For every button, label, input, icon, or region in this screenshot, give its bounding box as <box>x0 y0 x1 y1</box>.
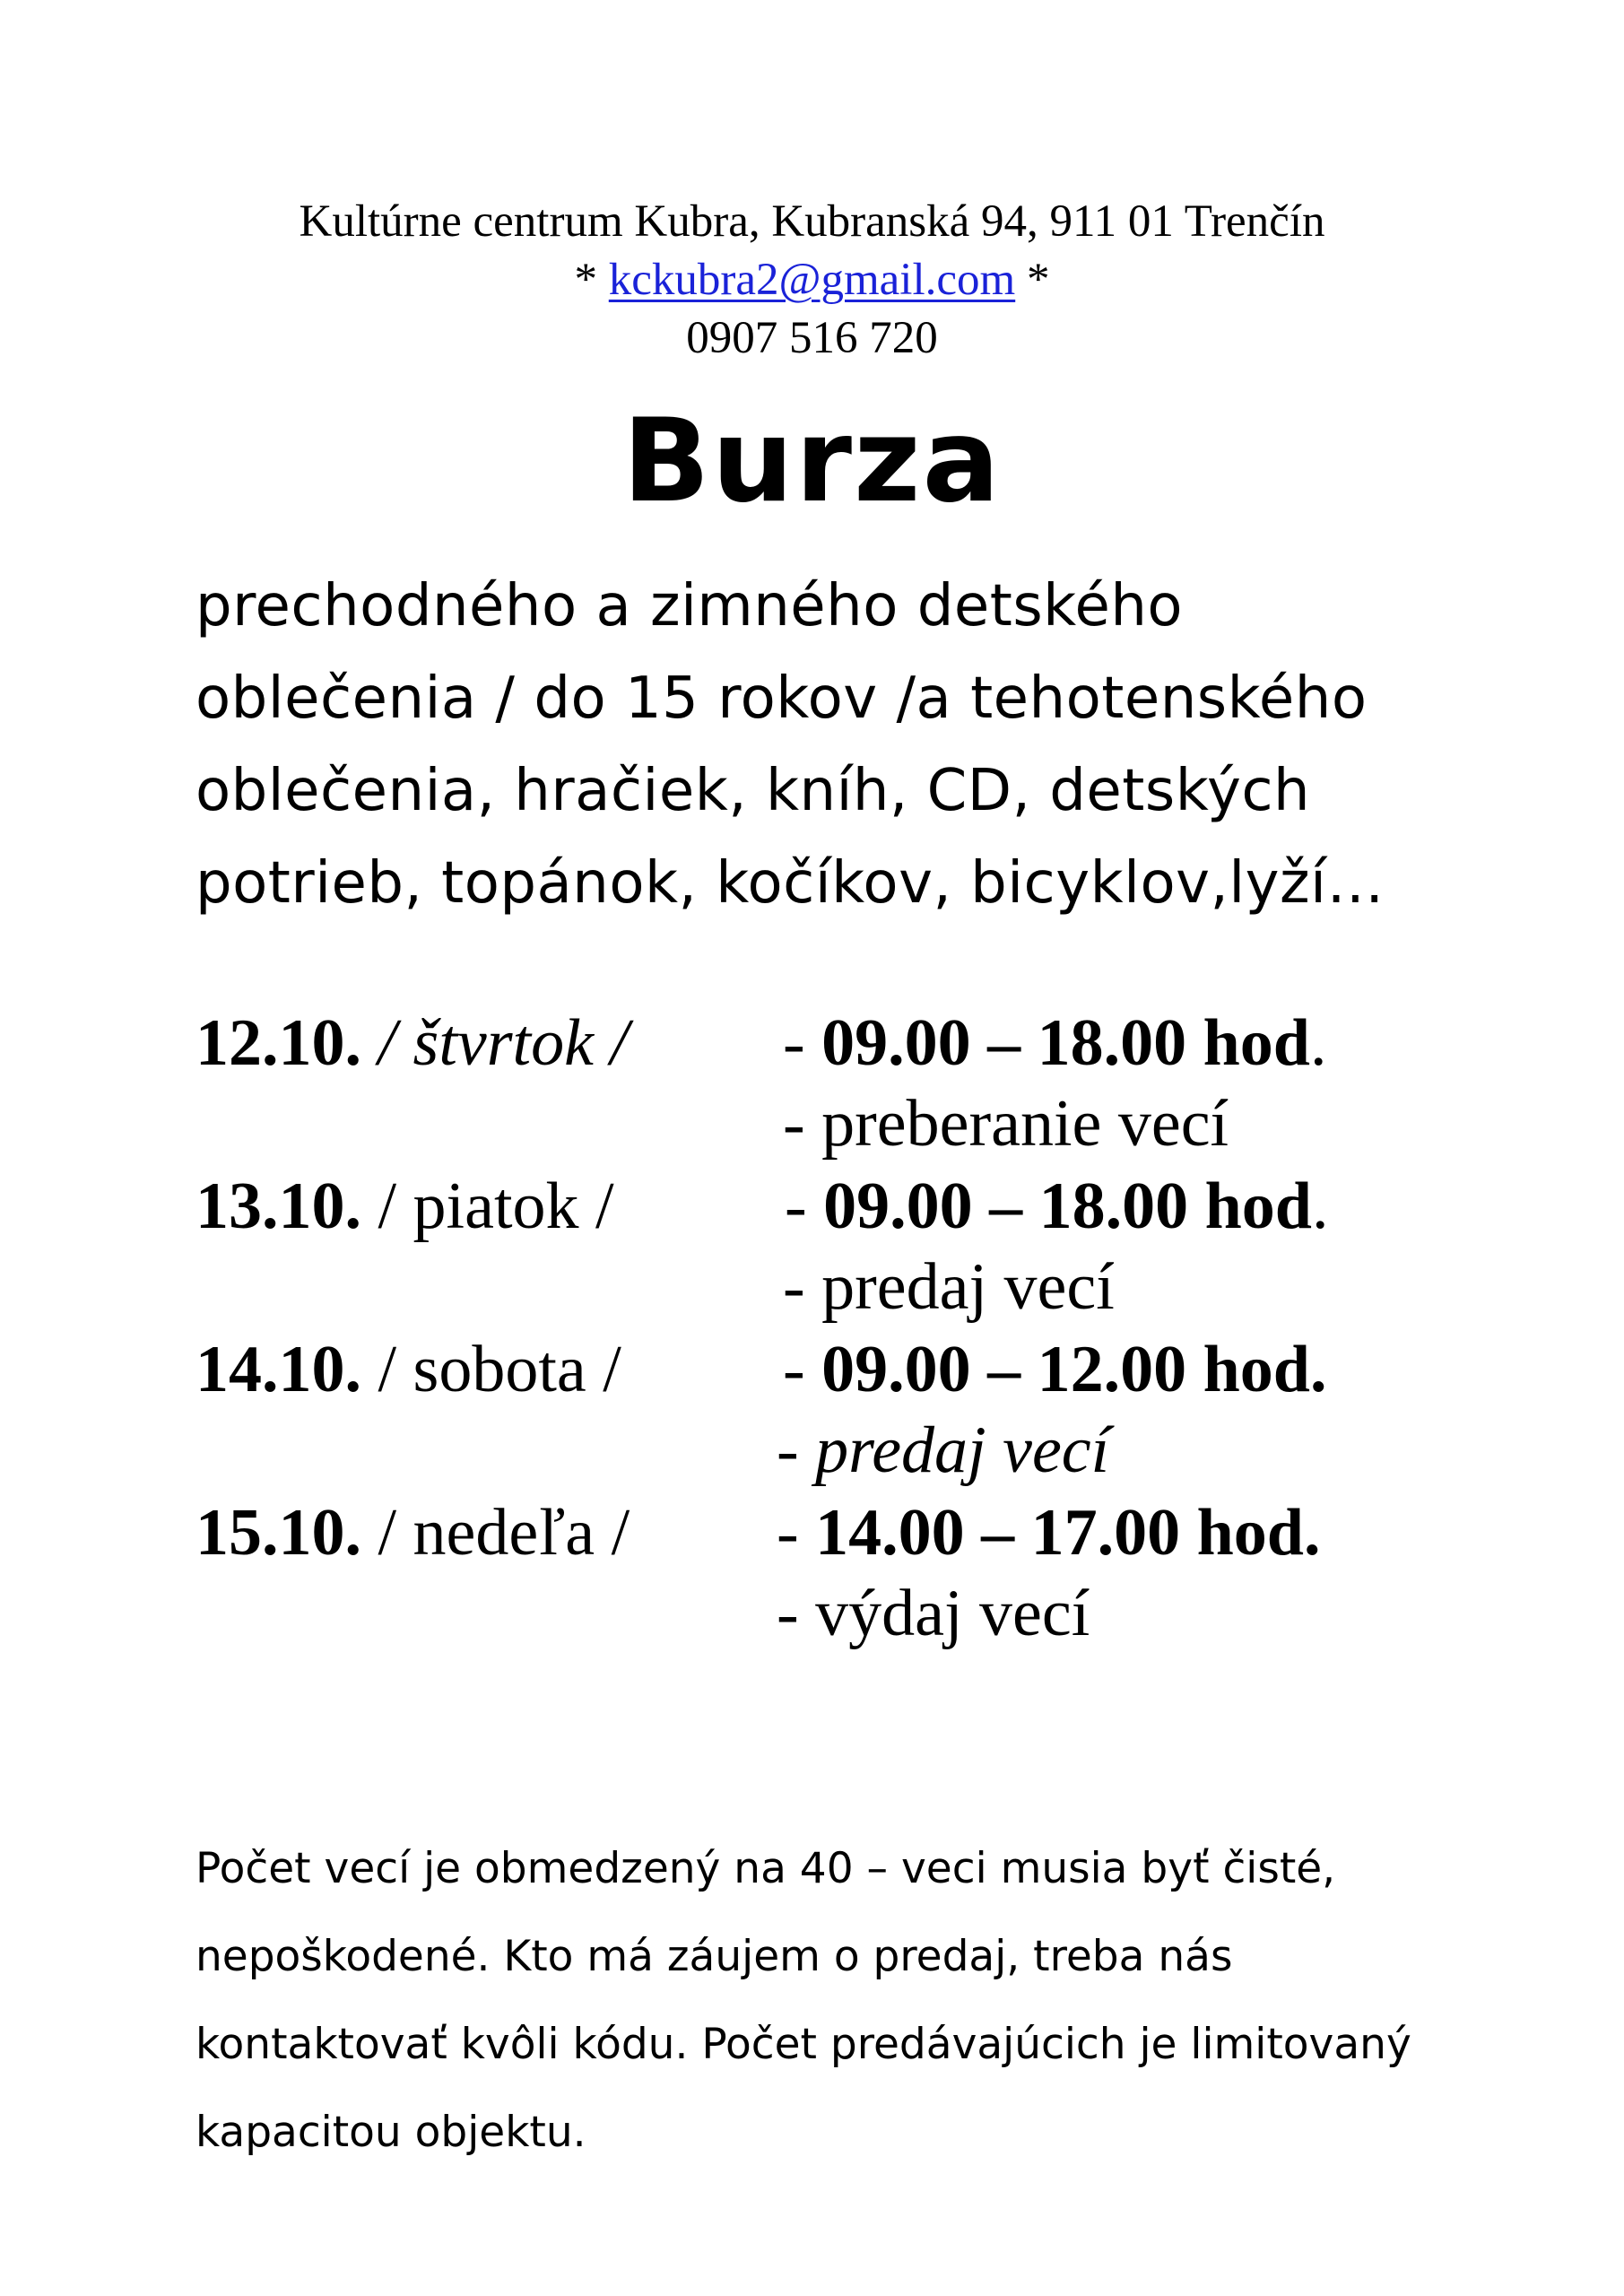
schedule-activity: - výdaj vecí <box>777 1577 1090 1650</box>
schedule-day: / nedeľa / <box>361 1496 630 1570</box>
schedule-time-dash: - <box>785 1170 824 1243</box>
venue-address: Kultúrne centrum Kubra, Kubranská 94, 911 01 Trenčín <box>299 196 1325 247</box>
schedule-time <box>777 1492 1320 1573</box>
schedule-day: / štvrtok / <box>361 1006 630 1080</box>
phone-number: 0907 516 720 <box>686 313 938 363</box>
schedule-activity: - predaj vecí <box>783 1250 1115 1324</box>
schedule-time-range: 09.00 – 12.00 hod. <box>821 1333 1327 1406</box>
schedule-activity <box>777 1410 1109 1491</box>
schedule-date-label <box>195 1166 614 1247</box>
schedule-time-range: 09.00 – 18.00 hod <box>821 1006 1310 1080</box>
schedule-date: 15.10. <box>195 1496 361 1570</box>
email-line <box>0 251 1624 309</box>
schedule-time-dash: - <box>783 1333 822 1406</box>
schedule-date-label <box>195 1492 630 1573</box>
poster-footer-note: Počet vecí je obmedzený na 40 – veci musia byť čisté, nepoškodené. Kto má záujem o predaj, treba nás kontaktovať kvôli kódu. Počet predávajúcich je limitovaný kapacitou objektu. <box>195 1844 1411 2157</box>
schedule-date-label <box>195 1329 621 1410</box>
schedule-day: / sobota / <box>361 1333 621 1406</box>
schedule-day: / piatok / <box>361 1170 614 1243</box>
schedule-activity-dash: - <box>777 1413 816 1487</box>
schedule-date-label <box>195 1003 629 1083</box>
email-link[interactable]: kckubra2@gmail.com <box>608 255 1016 305</box>
schedule-time-dash: - <box>783 1006 822 1080</box>
schedule-activity-text: predaj vecí <box>815 1413 1110 1487</box>
schedule-time-end: . <box>1311 1170 1329 1243</box>
email-prefix: * <box>574 255 609 305</box>
poster-subtitle: prechodného a zimného detského oblečenia / do 15 rokov /a tehotenského oblečenia, hračiek, kníh, CD, detských potrieb, topánok, kočíkov, bicyklov,lyží… <box>195 573 1385 917</box>
schedule-time <box>783 1003 1326 1083</box>
schedule-time-end: . <box>1309 1006 1327 1080</box>
schedule-date: 14.10. <box>195 1333 361 1406</box>
schedule-time <box>785 1166 1328 1247</box>
schedule-activity: - preberanie vecí <box>783 1087 1229 1161</box>
schedule-date: 13.10. <box>195 1170 361 1243</box>
schedule-date: 12.10. <box>195 1006 361 1080</box>
schedule-time-dash: - <box>777 1496 816 1570</box>
email-suffix: * <box>1015 255 1050 305</box>
schedule-time-range: 09.00 – 18.00 hod <box>823 1170 1312 1243</box>
schedule-time <box>783 1329 1326 1410</box>
schedule-time-range: 14.00 – 17.00 hod. <box>815 1496 1321 1570</box>
poster-title: Burza <box>622 395 1002 528</box>
